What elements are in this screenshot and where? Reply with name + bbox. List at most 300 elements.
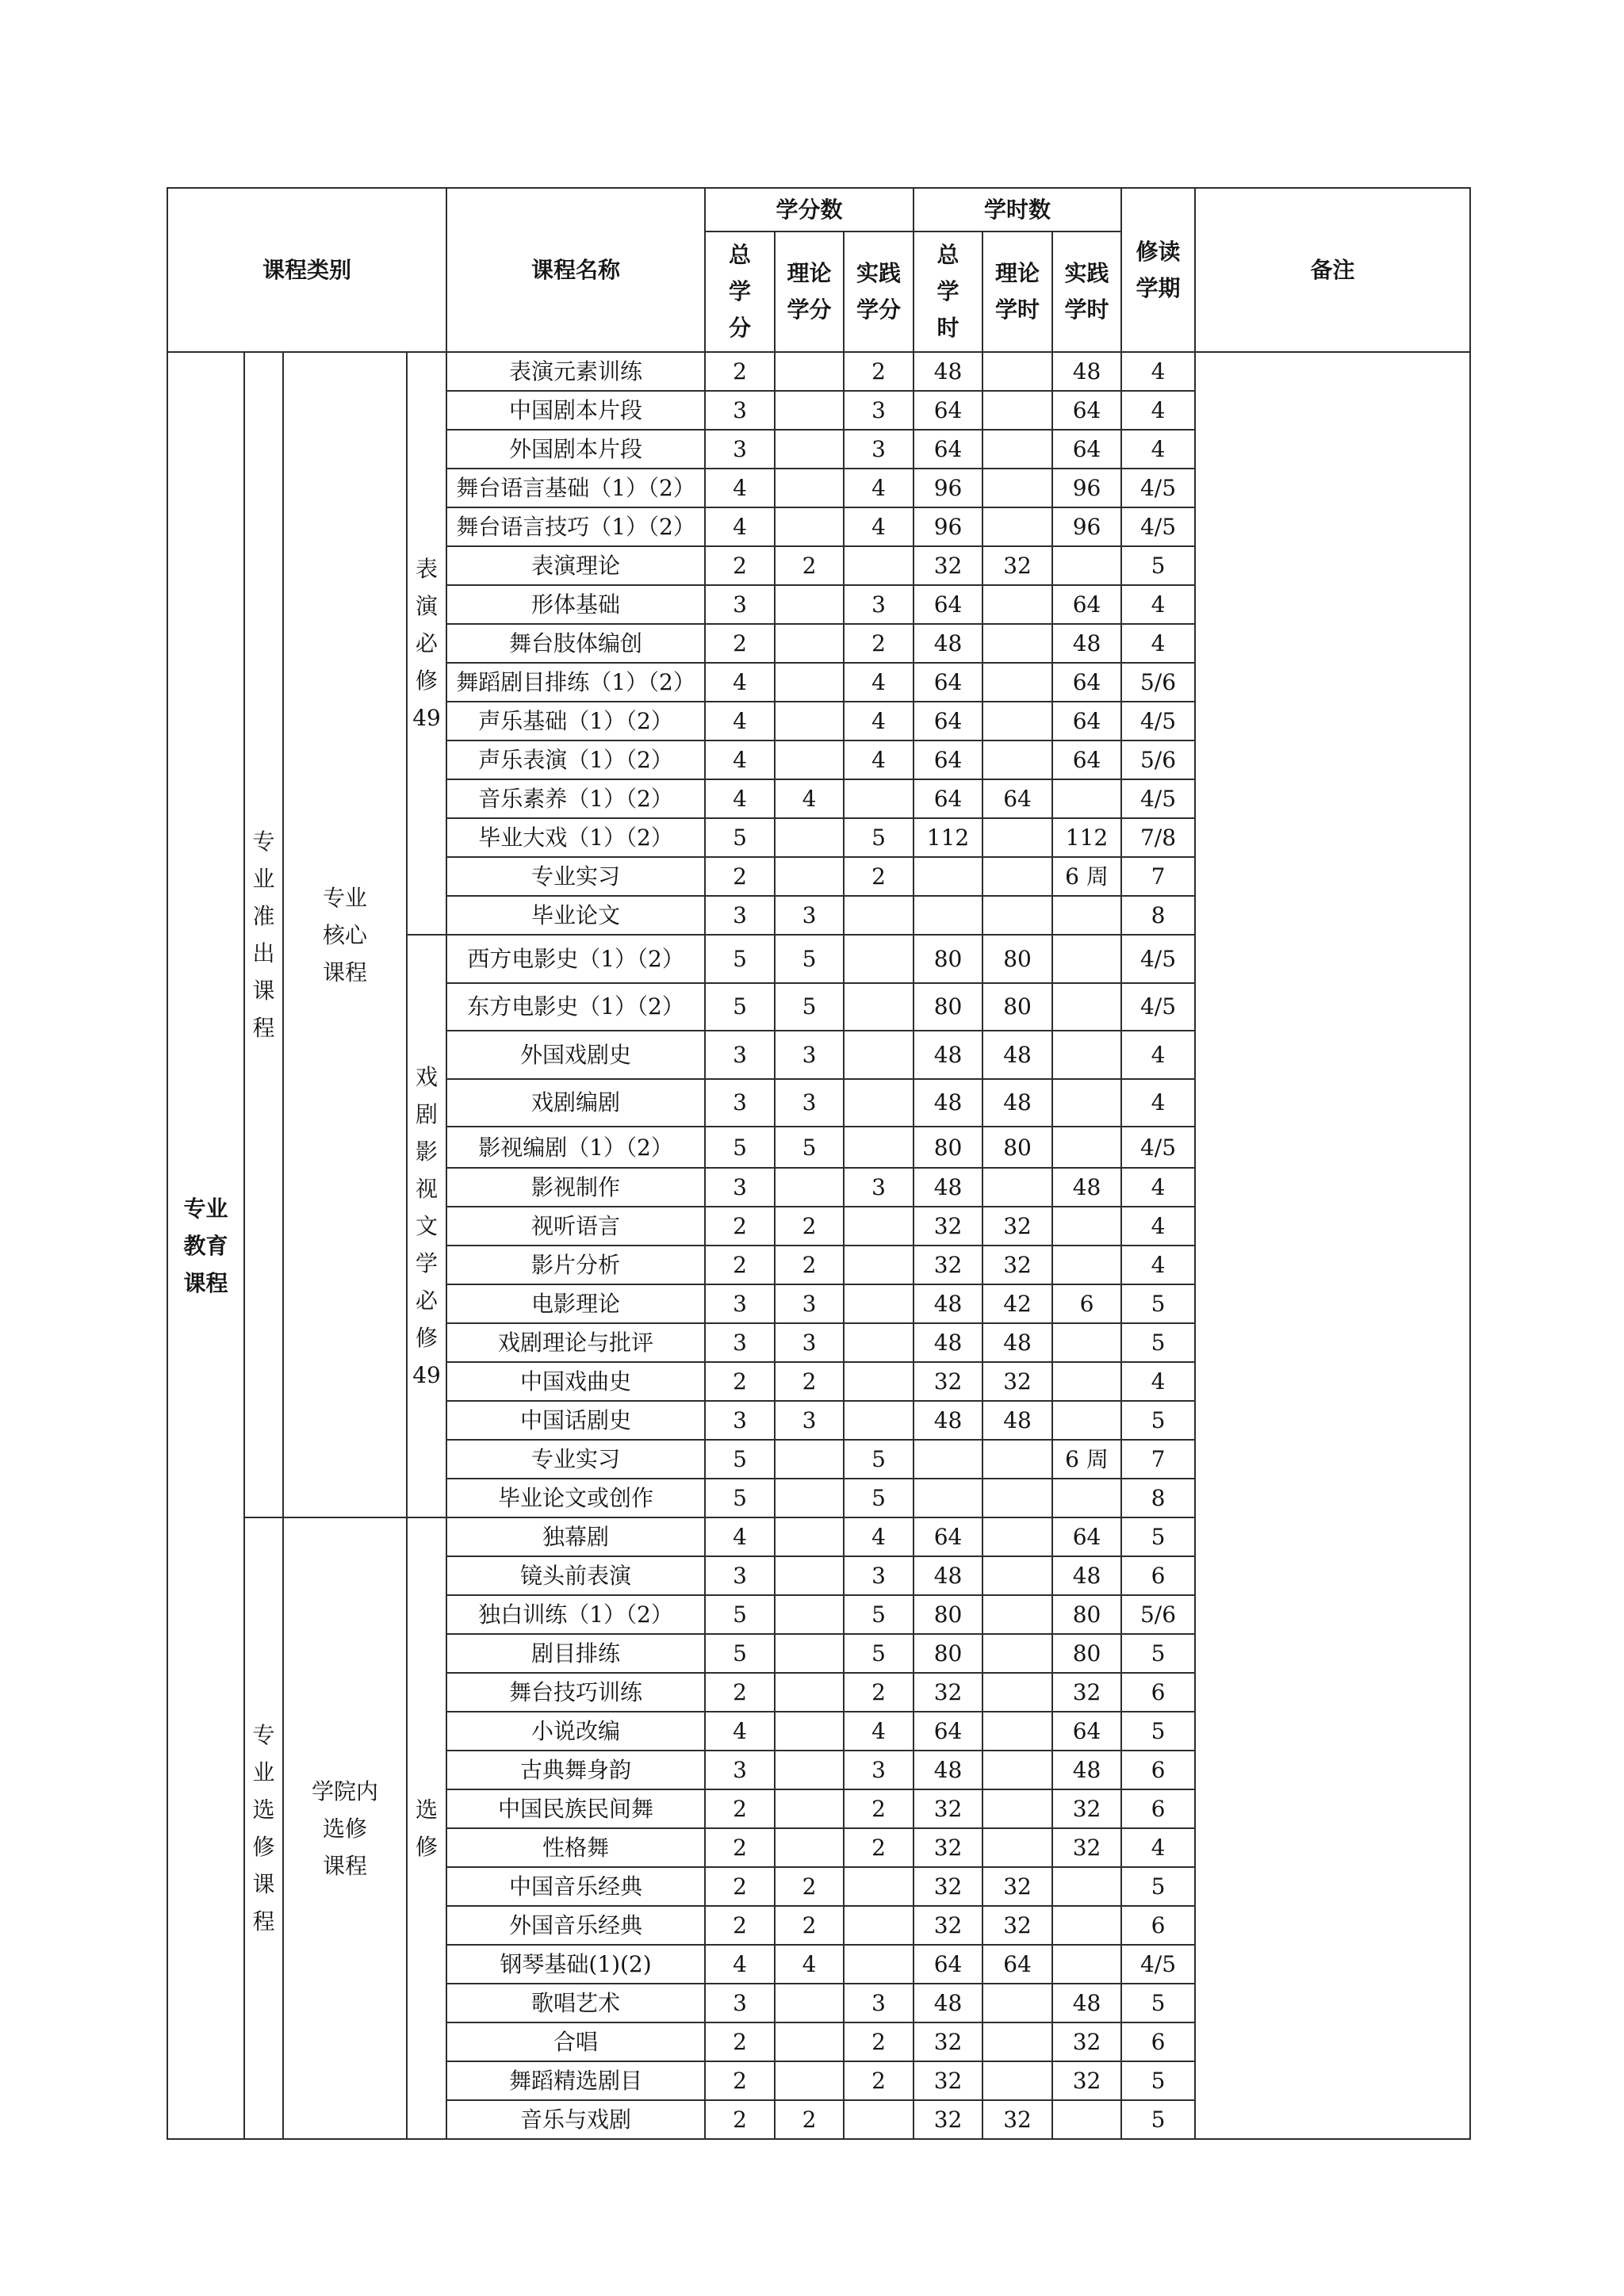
total-credits: 2 (705, 2061, 775, 2100)
course-name: 外国剧本片段 (446, 430, 705, 469)
total-credits: 3 (705, 1079, 775, 1127)
practice-hours: 96 (1052, 469, 1121, 507)
total-hours (914, 857, 982, 896)
total-hours: 80 (914, 1634, 982, 1673)
theory-hours: 32 (982, 1207, 1052, 1246)
theory-hours (982, 430, 1052, 469)
total-hours: 80 (914, 1595, 982, 1634)
practice-credits: 4 (844, 507, 914, 546)
practice-credits: 2 (844, 857, 914, 896)
practice-credits (844, 935, 914, 983)
practice-hours (1052, 1867, 1121, 1906)
theory-credits (775, 1634, 844, 1673)
total-hours: 32 (914, 1673, 982, 1712)
total-credits: 4 (705, 1945, 775, 1984)
semester: 4 (1121, 585, 1195, 624)
practice-credits: 2 (844, 2061, 914, 2100)
total-hours: 32 (914, 546, 982, 585)
theory-hours: 42 (982, 1284, 1052, 1323)
practice-hours: 48 (1052, 1984, 1121, 2022)
semester: 5 (1121, 1634, 1195, 1673)
theory-credits (775, 1479, 844, 1517)
total-hours: 64 (914, 779, 982, 818)
theory-credits (775, 1168, 844, 1207)
table-header (167, 188, 1470, 352)
theory-hours (982, 702, 1052, 740)
total-credits: 4 (705, 740, 775, 779)
total-hours: 48 (914, 1079, 982, 1127)
practice-credits (844, 1127, 914, 1168)
course-name: 音乐与戏剧 (446, 2100, 705, 2139)
semester: 5 (1121, 2061, 1195, 2100)
semester: 6 (1121, 2022, 1195, 2061)
practice-credits (844, 1323, 914, 1362)
practice-credits (844, 1031, 914, 1079)
total-credits: 2 (705, 624, 775, 663)
total-hours: 32 (914, 1207, 982, 1246)
practice-credits: 2 (844, 1828, 914, 1867)
semester: 4/5 (1121, 779, 1195, 818)
total-credits: 3 (705, 391, 775, 430)
total-hours: 32 (914, 1828, 982, 1867)
course-name: 中国民族民间舞 (446, 1789, 705, 1828)
practice-hours (1052, 896, 1121, 935)
theory-hours: 32 (982, 1867, 1052, 1906)
semester: 7 (1121, 1440, 1195, 1479)
semester: 7 (1121, 857, 1195, 896)
course-name: 毕业论文 (446, 896, 705, 935)
practice-hours: 6 周 (1052, 1440, 1121, 1479)
total-hours: 32 (914, 2022, 982, 2061)
total-hours: 48 (914, 1556, 982, 1595)
total-hours: 64 (914, 1945, 982, 1984)
theory-credits (775, 702, 844, 740)
theory-hours (982, 896, 1052, 935)
theory-credits: 2 (775, 1246, 844, 1284)
total-credits: 2 (705, 1789, 775, 1828)
practice-hours (1052, 935, 1121, 983)
theory-credits: 2 (775, 1207, 844, 1246)
total-hours: 48 (914, 1284, 982, 1323)
header-course-category: 课程类别 (167, 188, 446, 352)
practice-hours (1052, 1031, 1121, 1079)
semester: 5 (1121, 1284, 1195, 1323)
theory-credits: 2 (775, 546, 844, 585)
practice-hours (1052, 1401, 1121, 1440)
total-hours: 48 (914, 1984, 982, 2022)
course-name: 舞台技巧训练 (446, 1673, 705, 1712)
theory-hours: 48 (982, 1079, 1052, 1127)
theory-hours: 32 (982, 1362, 1052, 1401)
total-hours: 96 (914, 507, 982, 546)
course-name: 表演元素训练 (446, 352, 705, 391)
course-name: 专业实习 (446, 1440, 705, 1479)
course-name: 独白训练（1）（2） (446, 1595, 705, 1634)
course-name: 钢琴基础(1)(2) (446, 1945, 705, 1984)
course-name: 影视编剧（1）（2） (446, 1127, 705, 1168)
practice-hours: 48 (1052, 1168, 1121, 1207)
practice-hours (1052, 1479, 1121, 1517)
practice-credits (844, 983, 914, 1031)
course-name: 影视制作 (446, 1168, 705, 1207)
theory-hours (982, 469, 1052, 507)
practice-hours: 64 (1052, 430, 1121, 469)
theory-hours: 64 (982, 1945, 1052, 1984)
total-hours: 48 (914, 1168, 982, 1207)
total-hours: 64 (914, 585, 982, 624)
practice-hours: 48 (1052, 1751, 1121, 1789)
semester: 4 (1121, 1031, 1195, 1079)
semester: 4 (1121, 1168, 1195, 1207)
course-name: 合唱 (446, 2022, 705, 2061)
total-credits: 4 (705, 1517, 775, 1556)
semester: 6 (1121, 1789, 1195, 1828)
practice-credits: 3 (844, 1168, 914, 1207)
practice-credits: 2 (844, 624, 914, 663)
total-credits: 3 (705, 1401, 775, 1440)
header-row-1 (167, 188, 1470, 232)
course-name: 戏剧编剧 (446, 1079, 705, 1127)
category-group: 选 修 (407, 1517, 446, 2139)
category-level2: 专 业 准 出 课 程 (244, 352, 283, 1517)
semester: 4/5 (1121, 983, 1195, 1031)
theory-credits (775, 1440, 844, 1479)
header-hours: 学时数 (914, 188, 1121, 232)
practice-hours: 64 (1052, 740, 1121, 779)
theory-credits: 5 (775, 983, 844, 1031)
total-credits: 3 (705, 896, 775, 935)
header-semester: 修读 学期 (1121, 188, 1195, 352)
practice-hours (1052, 1362, 1121, 1401)
total-hours: 96 (914, 469, 982, 507)
header-credits: 学分数 (705, 188, 914, 232)
total-hours: 64 (914, 391, 982, 430)
theory-hours (982, 391, 1052, 430)
course-name: 戏剧理论与批评 (446, 1323, 705, 1362)
semester: 5 (1121, 1517, 1195, 1556)
theory-hours (982, 663, 1052, 702)
practice-hours: 32 (1052, 2022, 1121, 2061)
theory-hours (982, 624, 1052, 663)
practice-credits (844, 779, 914, 818)
course-name: 独幕剧 (446, 1517, 705, 1556)
semester: 4/5 (1121, 507, 1195, 546)
semester: 4/5 (1121, 1127, 1195, 1168)
total-credits: 4 (705, 507, 775, 546)
practice-credits: 5 (844, 1440, 914, 1479)
theory-credits (775, 2022, 844, 2061)
theory-credits (775, 818, 844, 857)
total-credits: 2 (705, 2022, 775, 2061)
course-name: 性格舞 (446, 1828, 705, 1867)
theory-credits: 4 (775, 1945, 844, 1984)
practice-hours: 64 (1052, 585, 1121, 624)
practice-hours: 32 (1052, 1673, 1121, 1712)
course-name: 专业实习 (446, 857, 705, 896)
course-name: 中国音乐经典 (446, 1867, 705, 1906)
theory-hours (982, 1789, 1052, 1828)
category-level1: 专业 教育 课程 (167, 352, 244, 2139)
course-name: 舞蹈剧目排练（1）（2） (446, 663, 705, 702)
theory-credits (775, 352, 844, 391)
course-name: 外国戏剧史 (446, 1031, 705, 1079)
practice-credits: 3 (844, 391, 914, 430)
course-name: 外国音乐经典 (446, 1906, 705, 1945)
theory-credits: 4 (775, 779, 844, 818)
theory-hours (982, 1712, 1052, 1751)
semester: 4 (1121, 1362, 1195, 1401)
practice-credits: 2 (844, 1789, 914, 1828)
course-name: 音乐素养（1）（2） (446, 779, 705, 818)
total-credits: 5 (705, 1479, 775, 1517)
total-hours: 48 (914, 1401, 982, 1440)
theory-hours: 80 (982, 935, 1052, 983)
total-hours: 64 (914, 702, 982, 740)
practice-credits (844, 1867, 914, 1906)
course-name: 舞台语言技巧（1）（2） (446, 507, 705, 546)
theory-hours: 32 (982, 546, 1052, 585)
semester: 4 (1121, 1207, 1195, 1246)
theory-hours: 48 (982, 1031, 1052, 1079)
practice-credits (844, 546, 914, 585)
curriculum-table (167, 187, 1471, 2140)
practice-credits: 4 (844, 702, 914, 740)
course-name: 小说改编 (446, 1712, 705, 1751)
practice-credits: 4 (844, 1517, 914, 1556)
practice-credits (844, 1284, 914, 1323)
practice-credits (844, 1401, 914, 1440)
practice-hours: 32 (1052, 2061, 1121, 2100)
course-name: 毕业大戏（1）（2） (446, 818, 705, 857)
total-credits: 5 (705, 1595, 775, 1634)
practice-credits: 2 (844, 352, 914, 391)
theory-hours: 80 (982, 1127, 1052, 1168)
semester: 5 (1121, 1401, 1195, 1440)
practice-hours: 112 (1052, 818, 1121, 857)
semester: 5 (1121, 1867, 1195, 1906)
semester: 5/6 (1121, 740, 1195, 779)
total-hours: 32 (914, 1789, 982, 1828)
theory-credits (775, 585, 844, 624)
practice-hours (1052, 1945, 1121, 1984)
theory-credits: 5 (775, 1127, 844, 1168)
course-name: 中国话剧史 (446, 1401, 705, 1440)
total-credits: 3 (705, 1323, 775, 1362)
total-credits: 2 (705, 1673, 775, 1712)
total-credits: 3 (705, 430, 775, 469)
practice-credits (844, 1945, 914, 1984)
theory-hours (982, 1168, 1052, 1207)
practice-hours (1052, 983, 1121, 1031)
semester: 5/6 (1121, 1595, 1195, 1634)
total-credits: 2 (705, 1207, 775, 1246)
theory-credits (775, 1984, 844, 2022)
category-group: 戏 剧 影 视 文 学 必 修 49 (407, 935, 446, 1517)
semester: 4/5 (1121, 702, 1195, 740)
semester: 4/5 (1121, 1945, 1195, 1984)
semester: 6 (1121, 1673, 1195, 1712)
category-group: 表 演 必 修 49 (407, 352, 446, 935)
theory-credits (775, 1595, 844, 1634)
course-name: 舞蹈精选剧目 (446, 2061, 705, 2100)
theory-credits (775, 740, 844, 779)
theory-credits (775, 1789, 844, 1828)
total-credits: 2 (705, 546, 775, 585)
practice-credits (844, 1207, 914, 1246)
theory-hours (982, 857, 1052, 896)
theory-hours: 48 (982, 1401, 1052, 1440)
total-credits: 3 (705, 1556, 775, 1595)
theory-credits (775, 469, 844, 507)
theory-hours (982, 585, 1052, 624)
course-name: 视听语言 (446, 1207, 705, 1246)
semester: 4/5 (1121, 935, 1195, 983)
semester: 5 (1121, 1712, 1195, 1751)
course-name: 歌唱艺术 (446, 1984, 705, 2022)
total-credits: 2 (705, 1246, 775, 1284)
course-name: 表演理论 (446, 546, 705, 585)
total-hours: 48 (914, 1031, 982, 1079)
theory-hours: 48 (982, 1323, 1052, 1362)
practice-credits: 3 (844, 1984, 914, 2022)
header-remarks: 备注 (1195, 188, 1470, 352)
total-credits: 2 (705, 1906, 775, 1945)
practice-hours: 64 (1052, 1517, 1121, 1556)
practice-hours: 80 (1052, 1595, 1121, 1634)
course-name: 镜头前表演 (446, 1556, 705, 1595)
theory-credits (775, 1556, 844, 1595)
theory-hours: 32 (982, 1906, 1052, 1945)
semester: 8 (1121, 1479, 1195, 1517)
total-hours: 64 (914, 663, 982, 702)
total-credits: 2 (705, 1867, 775, 1906)
theory-hours (982, 507, 1052, 546)
total-credits: 4 (705, 702, 775, 740)
course-name: 毕业论文或创作 (446, 1479, 705, 1517)
total-credits: 2 (705, 1362, 775, 1401)
practice-hours (1052, 1079, 1121, 1127)
semester: 4 (1121, 430, 1195, 469)
course-name: 声乐表演（1）（2） (446, 740, 705, 779)
practice-hours: 64 (1052, 702, 1121, 740)
total-credits: 5 (705, 818, 775, 857)
practice-hours: 6 (1052, 1284, 1121, 1323)
course-name: 形体基础 (446, 585, 705, 624)
total-credits: 3 (705, 1031, 775, 1079)
semester: 8 (1121, 896, 1195, 935)
total-hours: 64 (914, 1517, 982, 1556)
theory-hours (982, 1828, 1052, 1867)
practice-credits: 5 (844, 818, 914, 857)
total-hours: 32 (914, 1867, 982, 1906)
practice-credits (844, 896, 914, 935)
theory-credits (775, 507, 844, 546)
practice-hours: 64 (1052, 1712, 1121, 1751)
total-credits: 2 (705, 1828, 775, 1867)
total-hours: 48 (914, 352, 982, 391)
theory-hours (982, 1595, 1052, 1634)
total-credits: 5 (705, 1127, 775, 1168)
total-credits: 5 (705, 1634, 775, 1673)
theory-credits: 2 (775, 1362, 844, 1401)
total-hours: 32 (914, 2100, 982, 2139)
semester: 5/6 (1121, 663, 1195, 702)
theory-credits (775, 2061, 844, 2100)
theory-credits: 3 (775, 896, 844, 935)
header-practice-credits: 实践 学分 (844, 232, 914, 352)
theory-credits: 3 (775, 1323, 844, 1362)
theory-hours (982, 1984, 1052, 2022)
semester: 4 (1121, 1828, 1195, 1867)
theory-credits: 3 (775, 1284, 844, 1323)
total-hours: 48 (914, 1323, 982, 1362)
remarks-cell (1195, 352, 1470, 2139)
course-name: 舞台语言基础（1）（2） (446, 469, 705, 507)
header-total-hours: 总 学 时 (914, 232, 982, 352)
practice-credits (844, 1362, 914, 1401)
total-credits: 3 (705, 585, 775, 624)
semester: 4/5 (1121, 469, 1195, 507)
course-name: 影片分析 (446, 1246, 705, 1284)
theory-hours (982, 352, 1052, 391)
semester: 4 (1121, 352, 1195, 391)
practice-hours (1052, 1906, 1121, 1945)
theory-credits (775, 663, 844, 702)
header-practice-hours: 实践 学时 (1052, 232, 1121, 352)
practice-hours: 32 (1052, 1789, 1121, 1828)
practice-credits: 5 (844, 1595, 914, 1634)
semester: 4 (1121, 624, 1195, 663)
practice-hours (1052, 1127, 1121, 1168)
total-hours (914, 1479, 982, 1517)
total-hours: 32 (914, 1246, 982, 1284)
semester: 5 (1121, 2100, 1195, 2139)
total-hours: 48 (914, 624, 982, 663)
total-hours: 64 (914, 740, 982, 779)
total-hours: 32 (914, 2061, 982, 2100)
course-name: 中国剧本片段 (446, 391, 705, 430)
theory-hours: 32 (982, 1246, 1052, 1284)
total-credits: 4 (705, 779, 775, 818)
practice-hours (1052, 779, 1121, 818)
category-level2: 专 业 选 修 课 程 (244, 1517, 283, 2139)
practice-credits (844, 1079, 914, 1127)
practice-credits: 5 (844, 1634, 914, 1673)
total-credits: 3 (705, 1168, 775, 1207)
course-name: 西方电影史（1）（2） (446, 935, 705, 983)
theory-hours: 80 (982, 983, 1052, 1031)
total-credits: 5 (705, 983, 775, 1031)
total-hours: 80 (914, 935, 982, 983)
practice-hours (1052, 2100, 1121, 2139)
practice-hours: 48 (1052, 624, 1121, 663)
practice-credits: 5 (844, 1479, 914, 1517)
header-total-credits: 总 学 分 (705, 232, 775, 352)
theory-hours (982, 1634, 1052, 1673)
theory-credits (775, 857, 844, 896)
total-hours (914, 896, 982, 935)
theory-hours (982, 740, 1052, 779)
theory-hours (982, 2061, 1052, 2100)
theory-hours (982, 1517, 1052, 1556)
total-credits: 3 (705, 1984, 775, 2022)
practice-credits: 3 (844, 1556, 914, 1595)
practice-hours: 48 (1052, 1556, 1121, 1595)
theory-credits: 3 (775, 1079, 844, 1127)
header-course-name: 课程名称 (446, 188, 705, 352)
theory-credits: 3 (775, 1031, 844, 1079)
course-name: 中国戏曲史 (446, 1362, 705, 1401)
